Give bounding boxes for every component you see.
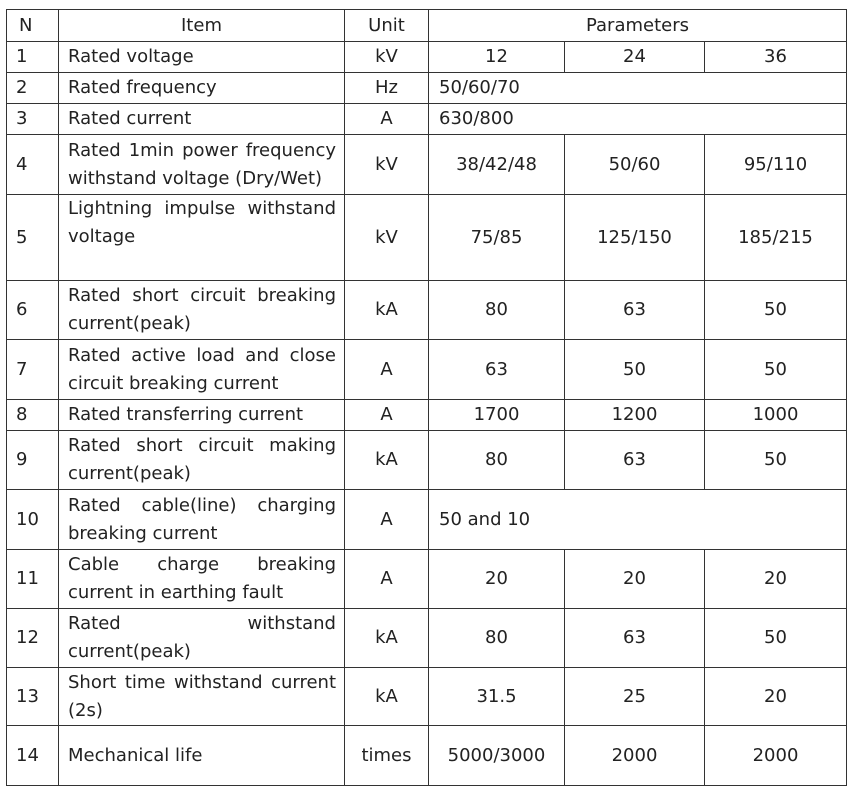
row-number: 3 [7, 104, 59, 135]
table-row [7, 609, 847, 668]
row-item: Rated frequency [59, 73, 345, 104]
row-number: 8 [7, 400, 59, 431]
table-row [7, 550, 847, 609]
row-param-24kv: 2000 [565, 726, 705, 786]
row-unit: kA [345, 668, 429, 726]
row-param-24kv: 63 [565, 281, 705, 340]
row-param-24kv: 63 [565, 609, 705, 668]
header-item: Item [59, 10, 345, 42]
row-param-12kv: 12 [429, 42, 565, 73]
header-n: N [7, 10, 59, 42]
header-unit: Unit [345, 10, 429, 42]
row-param-merged: 50 and 10 [429, 490, 847, 550]
table-row [7, 195, 847, 281]
row-number: 7 [7, 340, 59, 400]
row-item: Lightning impulse withstand voltage [59, 195, 345, 281]
row-item: Short time withstand current (2s) [59, 668, 345, 726]
row-param-36kv: 20 [705, 550, 847, 609]
row-param-24kv: 25 [565, 668, 705, 726]
row-number: 13 [7, 668, 59, 726]
row-number: 1 [7, 42, 59, 73]
row-param-12kv: 38/42/48 [429, 135, 565, 195]
row-param-12kv: 80 [429, 281, 565, 340]
row-number: 11 [7, 550, 59, 609]
row-param-36kv: 50 [705, 431, 847, 490]
row-unit: kV [345, 135, 429, 195]
row-item: Rated current [59, 104, 345, 135]
table-row [7, 726, 847, 786]
row-param-12kv: 5000/3000 [429, 726, 565, 786]
row-param-24kv: 24 [565, 42, 705, 73]
row-param-24kv: 1200 [565, 400, 705, 431]
table-row [7, 490, 847, 550]
row-number: 14 [7, 726, 59, 786]
row-param-12kv: 1700 [429, 400, 565, 431]
row-param-merged: 50/60/70 [429, 73, 847, 104]
table-row [7, 104, 847, 135]
row-item: Rated transferring current [59, 400, 345, 431]
row-item: Rated short circuit breaking current(peak) [59, 281, 345, 340]
row-item: Rated voltage [59, 42, 345, 73]
row-number: 12 [7, 609, 59, 668]
row-param-36kv: 50 [705, 609, 847, 668]
row-param-12kv: 20 [429, 550, 565, 609]
row-item: Rated short circuit making current(peak) [59, 431, 345, 490]
row-param-24kv: 50 [565, 340, 705, 400]
row-param-36kv: 185/215 [705, 195, 847, 281]
row-unit: kA [345, 281, 429, 340]
row-param-12kv: 31.5 [429, 668, 565, 726]
row-param-12kv: 80 [429, 609, 565, 668]
row-item: Mechanical life [59, 726, 345, 786]
row-unit: A [345, 550, 429, 609]
row-number: 6 [7, 281, 59, 340]
row-param-12kv: 75/85 [429, 195, 565, 281]
row-param-36kv: 50 [705, 281, 847, 340]
row-param-12kv: 80 [429, 431, 565, 490]
row-unit: A [345, 104, 429, 135]
table-header-row [7, 10, 847, 42]
row-unit: Hz [345, 73, 429, 104]
row-param-36kv: 50 [705, 340, 847, 400]
table-row [7, 135, 847, 195]
row-item: Rated 1min power frequency withstand voltage (Dry/Wet) [59, 135, 345, 195]
row-unit: times [345, 726, 429, 786]
table-row [7, 340, 847, 400]
row-unit: A [345, 340, 429, 400]
row-param-24kv: 20 [565, 550, 705, 609]
row-param-24kv: 63 [565, 431, 705, 490]
row-number: 10 [7, 490, 59, 550]
table-row [7, 668, 847, 726]
row-unit: A [345, 490, 429, 550]
row-item: Cable charge breaking current in earthing fault [59, 550, 345, 609]
table-row [7, 281, 847, 340]
row-number: 9 [7, 431, 59, 490]
row-param-36kv: 1000 [705, 400, 847, 431]
row-param-36kv: 2000 [705, 726, 847, 786]
table-row [7, 431, 847, 490]
row-unit: kV [345, 195, 429, 281]
table-row [7, 42, 847, 73]
row-item: Rated withstand current(peak) [59, 609, 345, 668]
row-number: 2 [7, 73, 59, 104]
row-param-36kv: 20 [705, 668, 847, 726]
row-param-merged: 630/800 [429, 104, 847, 135]
row-unit: kA [345, 431, 429, 490]
row-param-24kv: 50/60 [565, 135, 705, 195]
row-param-24kv: 125/150 [565, 195, 705, 281]
table-row [7, 73, 847, 104]
row-item: Rated cable(line) charging breaking current [59, 490, 345, 550]
row-unit: kA [345, 609, 429, 668]
header-parameters: Parameters [429, 10, 847, 42]
row-param-12kv: 63 [429, 340, 565, 400]
row-param-36kv: 36 [705, 42, 847, 73]
row-unit: A [345, 400, 429, 431]
row-number: 4 [7, 135, 59, 195]
table-row [7, 400, 847, 431]
row-param-36kv: 95/110 [705, 135, 847, 195]
row-unit: kV [345, 42, 429, 73]
row-number: 5 [7, 195, 59, 281]
parameters-table [6, 9, 847, 786]
row-item: Rated active load and close circuit breaking current [59, 340, 345, 400]
